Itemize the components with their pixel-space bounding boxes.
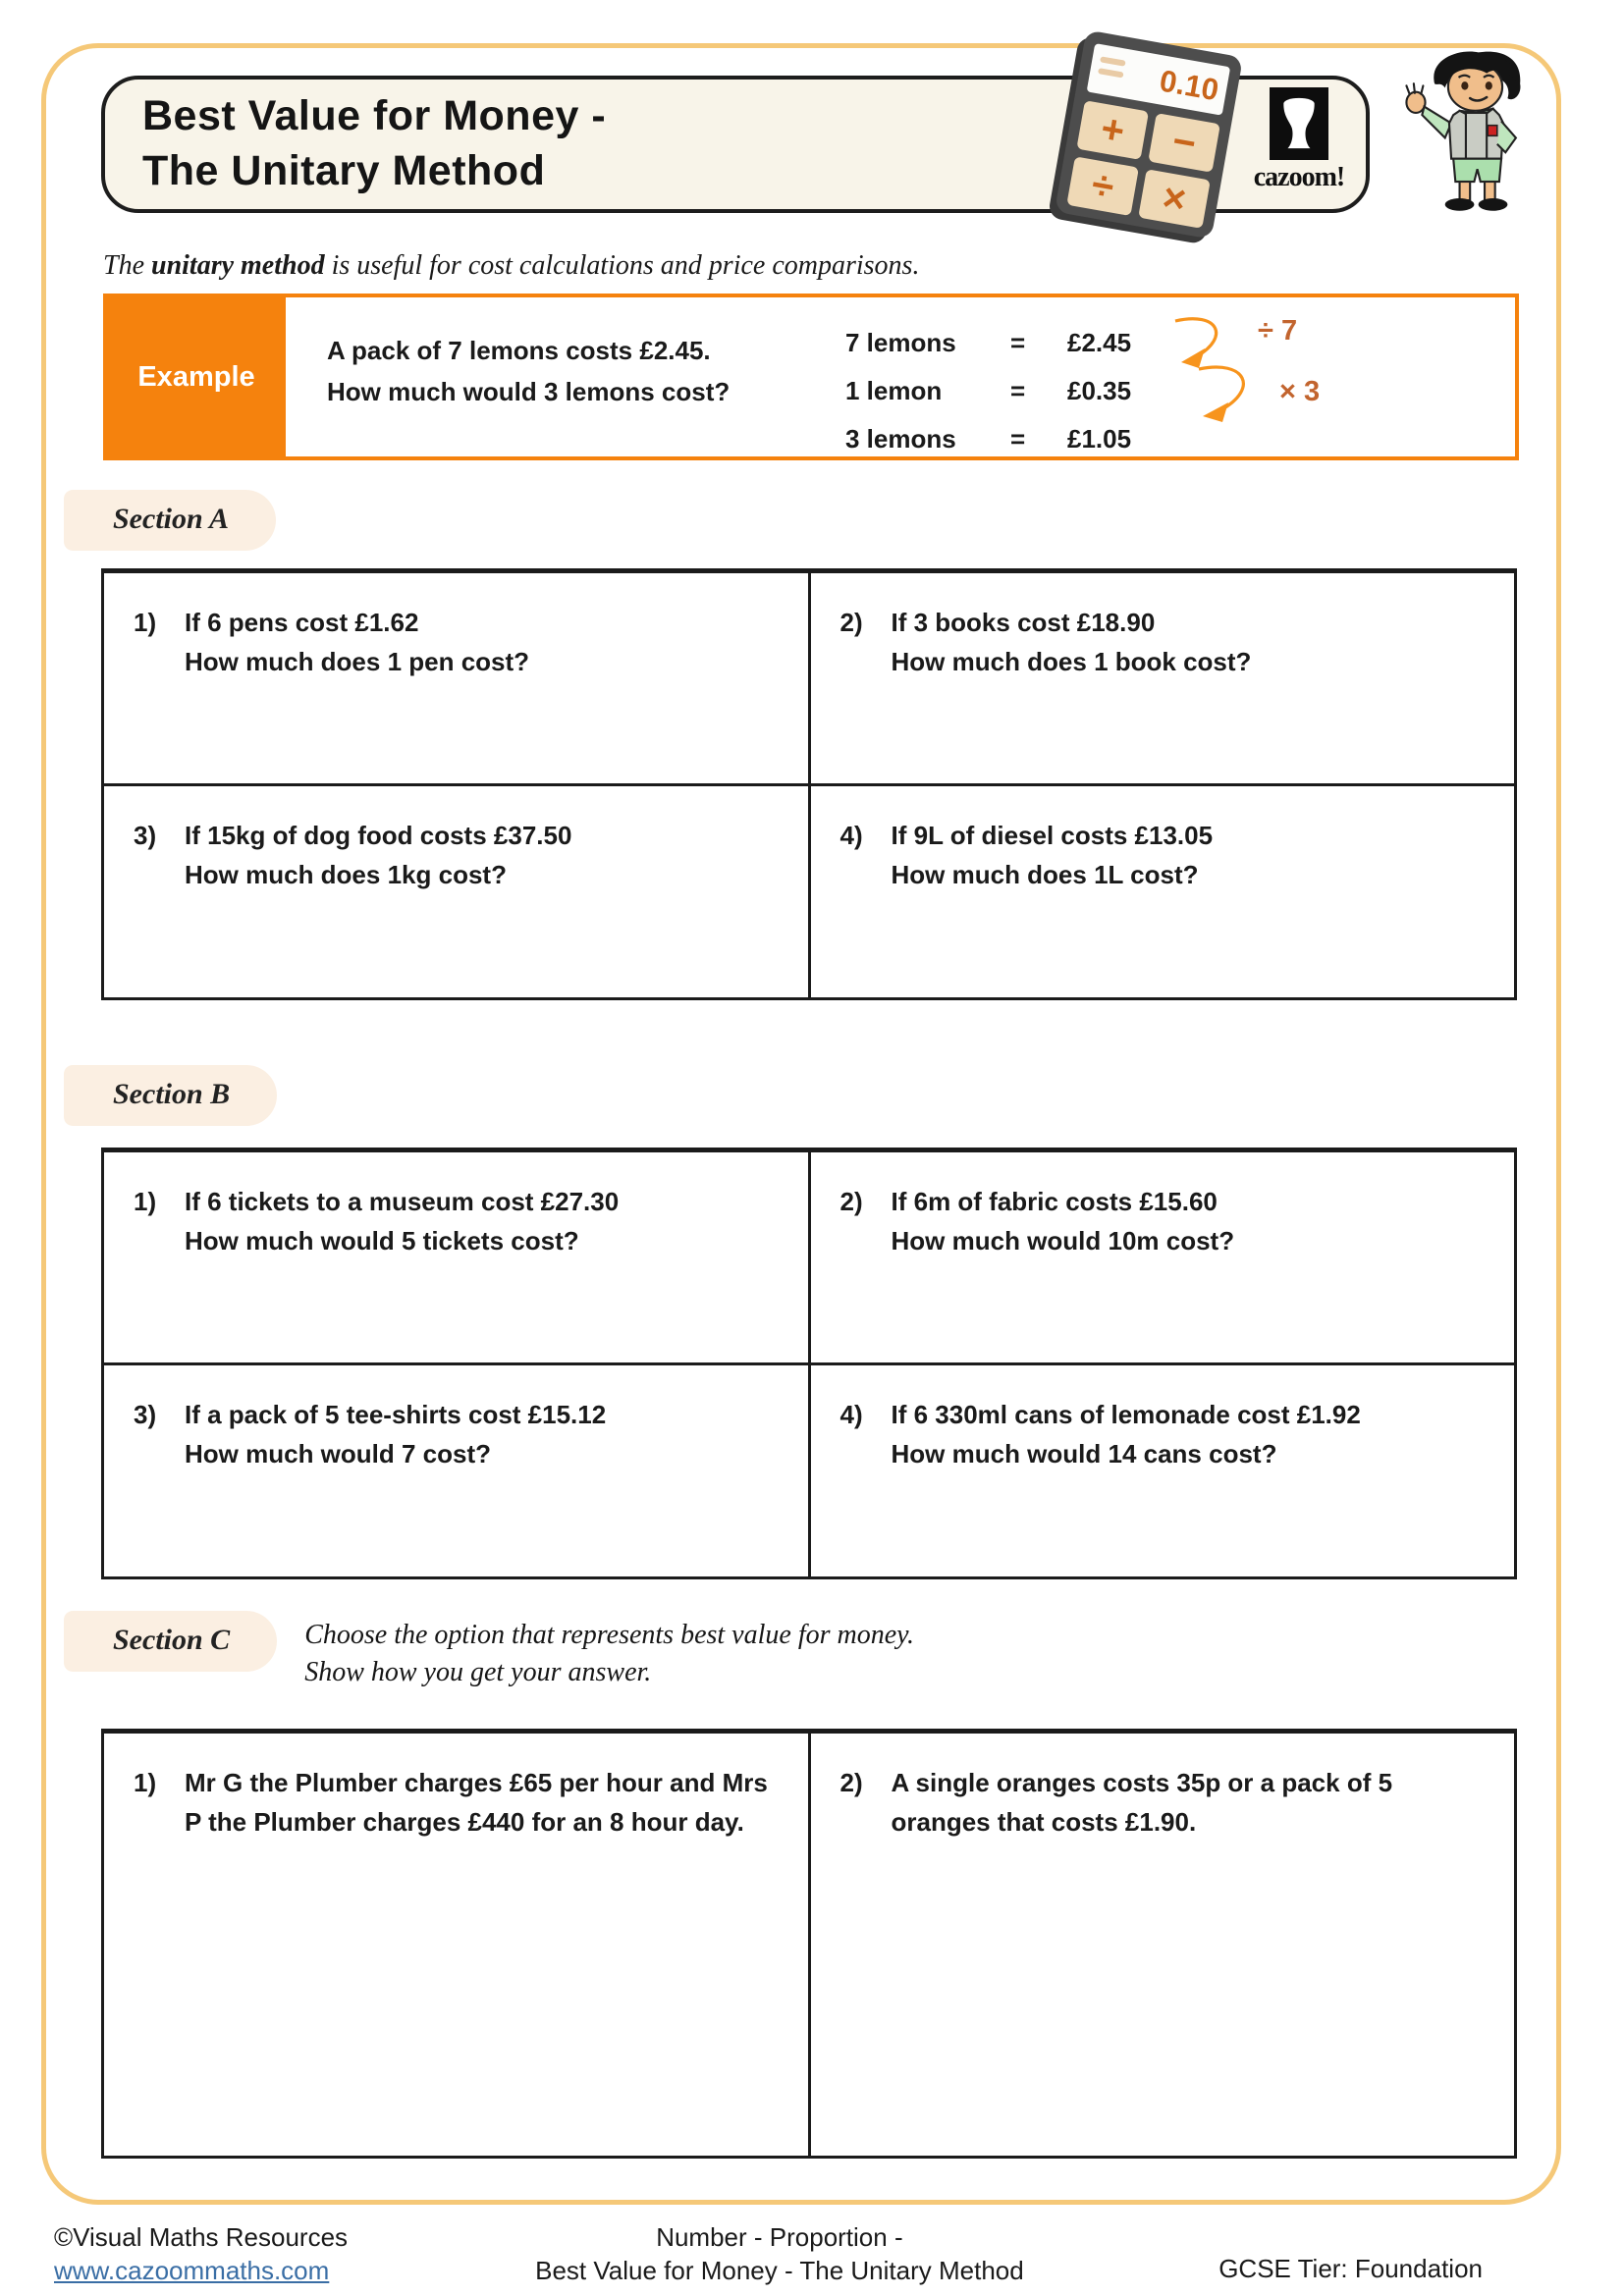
question-number: 1): [134, 608, 157, 637]
question-number: 4): [839, 821, 863, 850]
question-cell: [103, 1150, 810, 1364]
working-item: 3 lemons: [845, 424, 956, 454]
question-cell: [809, 1150, 1516, 1364]
section-a-pill: Section A: [64, 490, 276, 551]
example-question-line1: A pack of 7 lemons costs £2.45.: [327, 336, 711, 365]
minus-key-icon: −: [1148, 113, 1220, 173]
question-line1: If 6 pens cost £1.62: [185, 608, 419, 637]
multiply-key-icon: ×: [1138, 169, 1211, 229]
website-link[interactable]: www.cazoommaths.com: [54, 2256, 330, 2286]
boy-mascot-illustration: [1399, 48, 1535, 218]
question-cell: [809, 1732, 1516, 2158]
copyright-text: ©Visual Maths Resources: [54, 2222, 349, 2252]
question-text: Mr G the Plumber charges £65 per hour and Mrs P the Plumber charges £440 for an 8 hour day.: [185, 1768, 768, 1838]
question-cell: [809, 1364, 1516, 1578]
question-cell: [103, 785, 810, 999]
equals-bars-icon: [1097, 56, 1126, 83]
section-a-header: [64, 490, 276, 551]
question-line1: If a pack of 5 tee-shirts cost £15.12: [185, 1400, 607, 1429]
cazoom-logo: [1240, 87, 1358, 193]
question-line2: How much does 1 book cost?: [891, 647, 1252, 677]
divide-operator-label: ÷ 7: [1258, 315, 1298, 347]
question-line2: How much does 1kg cost?: [185, 860, 507, 890]
intro-pre: The: [103, 250, 151, 281]
drum-icon: [1270, 87, 1328, 160]
question-number: 3): [134, 1400, 157, 1429]
example-question: [286, 297, 845, 456]
working-value: £1.05: [1067, 424, 1132, 454]
working-row: [845, 367, 1515, 415]
equals-sign: =: [1010, 376, 1026, 405]
intro-sentence: [103, 250, 919, 282]
page-frame: [41, 43, 1561, 2205]
question-number: 4): [839, 1400, 863, 1429]
question-number: 1): [134, 1768, 157, 1797]
section-b-table: [101, 1148, 1517, 1579]
question-line1: If 6 tickets to a museum cost £27.30: [185, 1187, 620, 1216]
question-cell: [103, 1364, 810, 1578]
plus-key-icon: +: [1076, 100, 1149, 160]
cazoom-logo-text: cazoom!: [1253, 162, 1345, 192]
question-cell: [809, 571, 1516, 785]
working-row: [845, 415, 1515, 463]
section-c-header: [64, 1611, 914, 1691]
question-line2: How much would 5 tickets cost?: [185, 1226, 579, 1256]
question-line1: If 3 books cost £18.90: [891, 608, 1156, 637]
gcse-tier-label: GCSE Tier: Foundation: [1218, 2254, 1483, 2283]
instruction-line1: Choose the option that represents best value for money.: [304, 1620, 915, 1650]
footer-left: [54, 2220, 348, 2288]
question-line1: If 9L of diesel costs £13.05: [891, 821, 1214, 850]
footer-center: [535, 2220, 1024, 2288]
question-line2: How much would 7 cost?: [185, 1439, 492, 1469]
working-value: £2.45: [1067, 328, 1132, 357]
page-footer: [0, 2220, 1624, 2289]
section-c-pill: Section C: [64, 1611, 277, 1672]
intro-post: is useful for cost calculations and price comparisons.: [324, 250, 920, 281]
question-line2: How much does 1L cost?: [891, 860, 1199, 890]
question-cell: [103, 571, 810, 785]
question-line1: If 15kg of dog food costs £37.50: [185, 821, 572, 850]
multiply-operator-label: × 3: [1279, 376, 1321, 407]
calculator-keys: [1066, 100, 1220, 229]
question-number: 1): [134, 1187, 157, 1216]
calculator-icon: [1055, 29, 1243, 239]
page-title-line2: The Unitary Method: [142, 147, 546, 194]
page-title-line1: Best Value for Money -: [142, 92, 607, 140]
working-item: 1 lemon: [845, 376, 943, 405]
question-cell: [809, 785, 1516, 999]
section-b-header: [64, 1065, 277, 1126]
question-text: A single oranges costs 35p or a pack of 5 oranges that costs £1.90.: [891, 1768, 1393, 1838]
section-b-pill: Section B: [64, 1065, 277, 1126]
equals-sign: =: [1010, 328, 1026, 357]
intro-bold-term: unitary method: [151, 250, 325, 281]
section-c-table: [101, 1729, 1517, 2159]
working-value: £0.35: [1067, 376, 1132, 405]
footer-topic-line2: Best Value for Money - The Unitary Method: [535, 2256, 1024, 2286]
example-question-line2: How much would 3 lemons cost?: [327, 376, 731, 406]
question-line2: How much would 14 cans cost?: [891, 1439, 1277, 1469]
question-cell: [103, 1732, 810, 2158]
footer-topic-line1: Number - Proportion -: [656, 2222, 903, 2252]
question-line2: How much would 10m cost?: [891, 1226, 1235, 1256]
example-working: [845, 297, 1515, 456]
question-line1: If 6 330ml cans of lemonade cost £1.92: [891, 1400, 1361, 1429]
calculator-readout: 0.10: [1157, 63, 1221, 108]
question-number: 2): [839, 1187, 863, 1216]
question-line2: How much does 1 pen cost?: [185, 647, 530, 677]
question-number: 3): [134, 821, 157, 850]
question-number: 2): [839, 1768, 863, 1797]
multiply-arrow-icon: [1189, 359, 1272, 424]
equals-sign: =: [1010, 424, 1026, 454]
question-line1: If 6m of fabric costs £15.60: [891, 1187, 1218, 1216]
working-item: 7 lemons: [845, 328, 956, 357]
example-label: Example: [107, 297, 286, 456]
section-a-table: [101, 568, 1517, 1000]
section-c-instructions: [304, 1617, 914, 1691]
instruction-line2: Show how you get your answer.: [304, 1656, 652, 1687]
question-number: 2): [839, 608, 863, 637]
example-box: [103, 294, 1519, 460]
divide-key-icon: ÷: [1066, 156, 1139, 216]
